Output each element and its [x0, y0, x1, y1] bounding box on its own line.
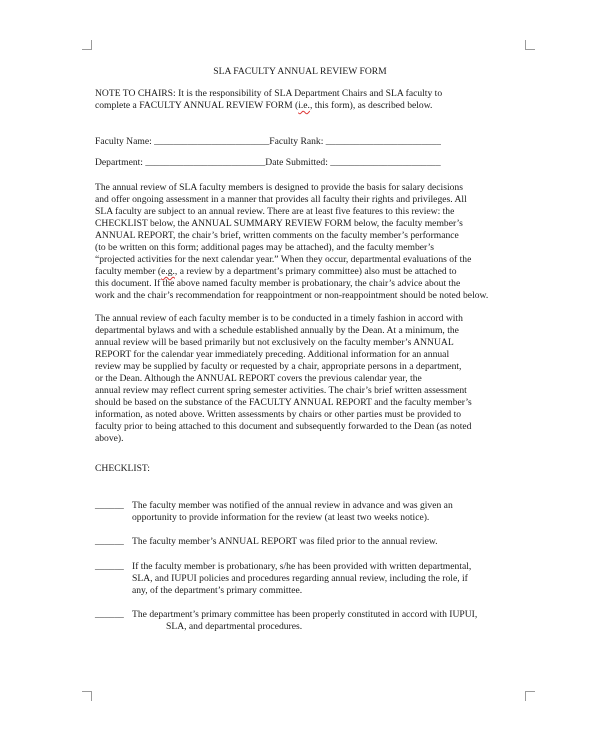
paragraph-line: ANNUAL REPORT, the chair’s brief, written comments on the faculty member’s performance [95, 230, 459, 241]
paragraph-line: should be based on the substance of the FACULTY ANNUAL REPORT and the faculty member’s [95, 397, 472, 408]
checklist-item [132, 609, 477, 633]
note-line: NOTE TO CHAIRS: It is the responsibility of SLA Department Chairs and SLA faculty to [95, 88, 443, 99]
paragraph-line: work and the chair’s recommendation for reappointment or non-reappointment should be noted below. [95, 290, 489, 301]
checklist-item [132, 561, 471, 597]
checklist-item-line: The department’s primary committee has been properly constituted in accord with IUPUI, [132, 609, 478, 620]
paragraph-line: faculty member (e.g., a review by a department’s primary committee) also must be attached to [95, 266, 457, 277]
paragraph-line: “projected activities for the next calendar year.” When they occur, departmental evaluations of the [95, 254, 472, 265]
checklist-item-line: any, of the department’s primary committee. [132, 585, 303, 596]
checklist-heading: CHECKLIST: [95, 463, 150, 474]
paragraph-line: departmental bylaws and with a schedule established annually by the Dean. At a minimum, the [95, 325, 459, 336]
checklist-item [132, 536, 438, 548]
checklist-item-line: opportunity to provide information for the review (at least two weeks notice). [132, 512, 430, 523]
paragraph-line: information, as noted above. Written assessments by chairs or other parties must be provided to [95, 409, 462, 420]
document-title: SLA FACULTY ANNUAL REVIEW FORM [213, 66, 387, 77]
paragraph-line: (to be written on this form; additional pages may be attached), and the faculty member’s [95, 242, 434, 253]
checklist-blank[interactable]: ______ [95, 536, 124, 547]
checklist-blank[interactable]: ______ [95, 561, 124, 572]
checklist-blank[interactable]: ______ [95, 609, 124, 620]
paragraph-line: faculty prior to being attached to this document and subsequently forwarded to the Dean (as noted [95, 421, 472, 432]
checklist-blank[interactable]: ______ [95, 500, 124, 511]
paragraph-line: The annual review of SLA faculty members is designed to provide the basis for salary decisions [95, 182, 463, 193]
paragraph-line: this document. If the above named faculty member is probationary, the chair’s advice about the [95, 278, 461, 289]
paragraph-line: annual review may reflect current spring semester activities. The chair’s brief written assessment [95, 385, 467, 396]
paragraph-line: and offer ongoing assessment in a manner that provides all faculty their rights and privileges. All [95, 194, 467, 205]
paragraph-line: The annual review of each faculty member is to be conducted in a timely fashion in accord with [95, 313, 463, 324]
checklist-item-line: SLA, and departmental procedures. [166, 621, 303, 632]
paragraph-line: CHECKLIST below, the ANNUAL SUMMARY REVIEW FORM below, the faculty member’s [95, 218, 463, 229]
faculty-name-rank-field[interactable]: Faculty Name: ________________________Faculty Rank: ________________________ [95, 136, 441, 147]
paragraph-line: REPORT for the calendar year immediately preceding. Additional information for an annual [95, 349, 450, 360]
paragraph-line: review may be supplied by faculty or requested by a chair, appropriate persons in a department, [95, 361, 462, 372]
paragraph-line: SLA faculty are subject to an annual review. There are at least five features to this review: the [95, 206, 455, 217]
department-date-field[interactable]: Department: _________________________Date Submitted: _______________________ [95, 157, 441, 168]
checklist-item-line: The faculty member’s ANNUAL REPORT was filed prior to the annual review. [132, 536, 438, 547]
checklist-item [132, 500, 453, 524]
checklist-item-line: If the faculty member is probationary, s/he has been provided with written departmental, [132, 561, 472, 572]
page-corner-mark [525, 40, 535, 50]
paragraph-line: or the Dean. Although the ANNUAL REPORT covers the previous calendar year, the [95, 373, 422, 384]
paragraph-line: above). [95, 433, 124, 444]
paragraph-line: annual review will be based primarily but not exclusively on the faculty member’s ANNUAL [95, 337, 454, 348]
page-corner-mark [82, 40, 92, 50]
checklist-item-line: The faculty member was notified of the annual review in advance and was given an [132, 500, 453, 511]
page-corner-mark [82, 691, 92, 701]
checklist-item-line: SLA, and IUPUI policies and procedures regarding annual review, including the role, if [132, 573, 468, 584]
note-line: complete a FACULTY ANNUAL REVIEW FORM (i.e., this form), as described below. [95, 100, 433, 111]
page-corner-mark [525, 691, 535, 701]
